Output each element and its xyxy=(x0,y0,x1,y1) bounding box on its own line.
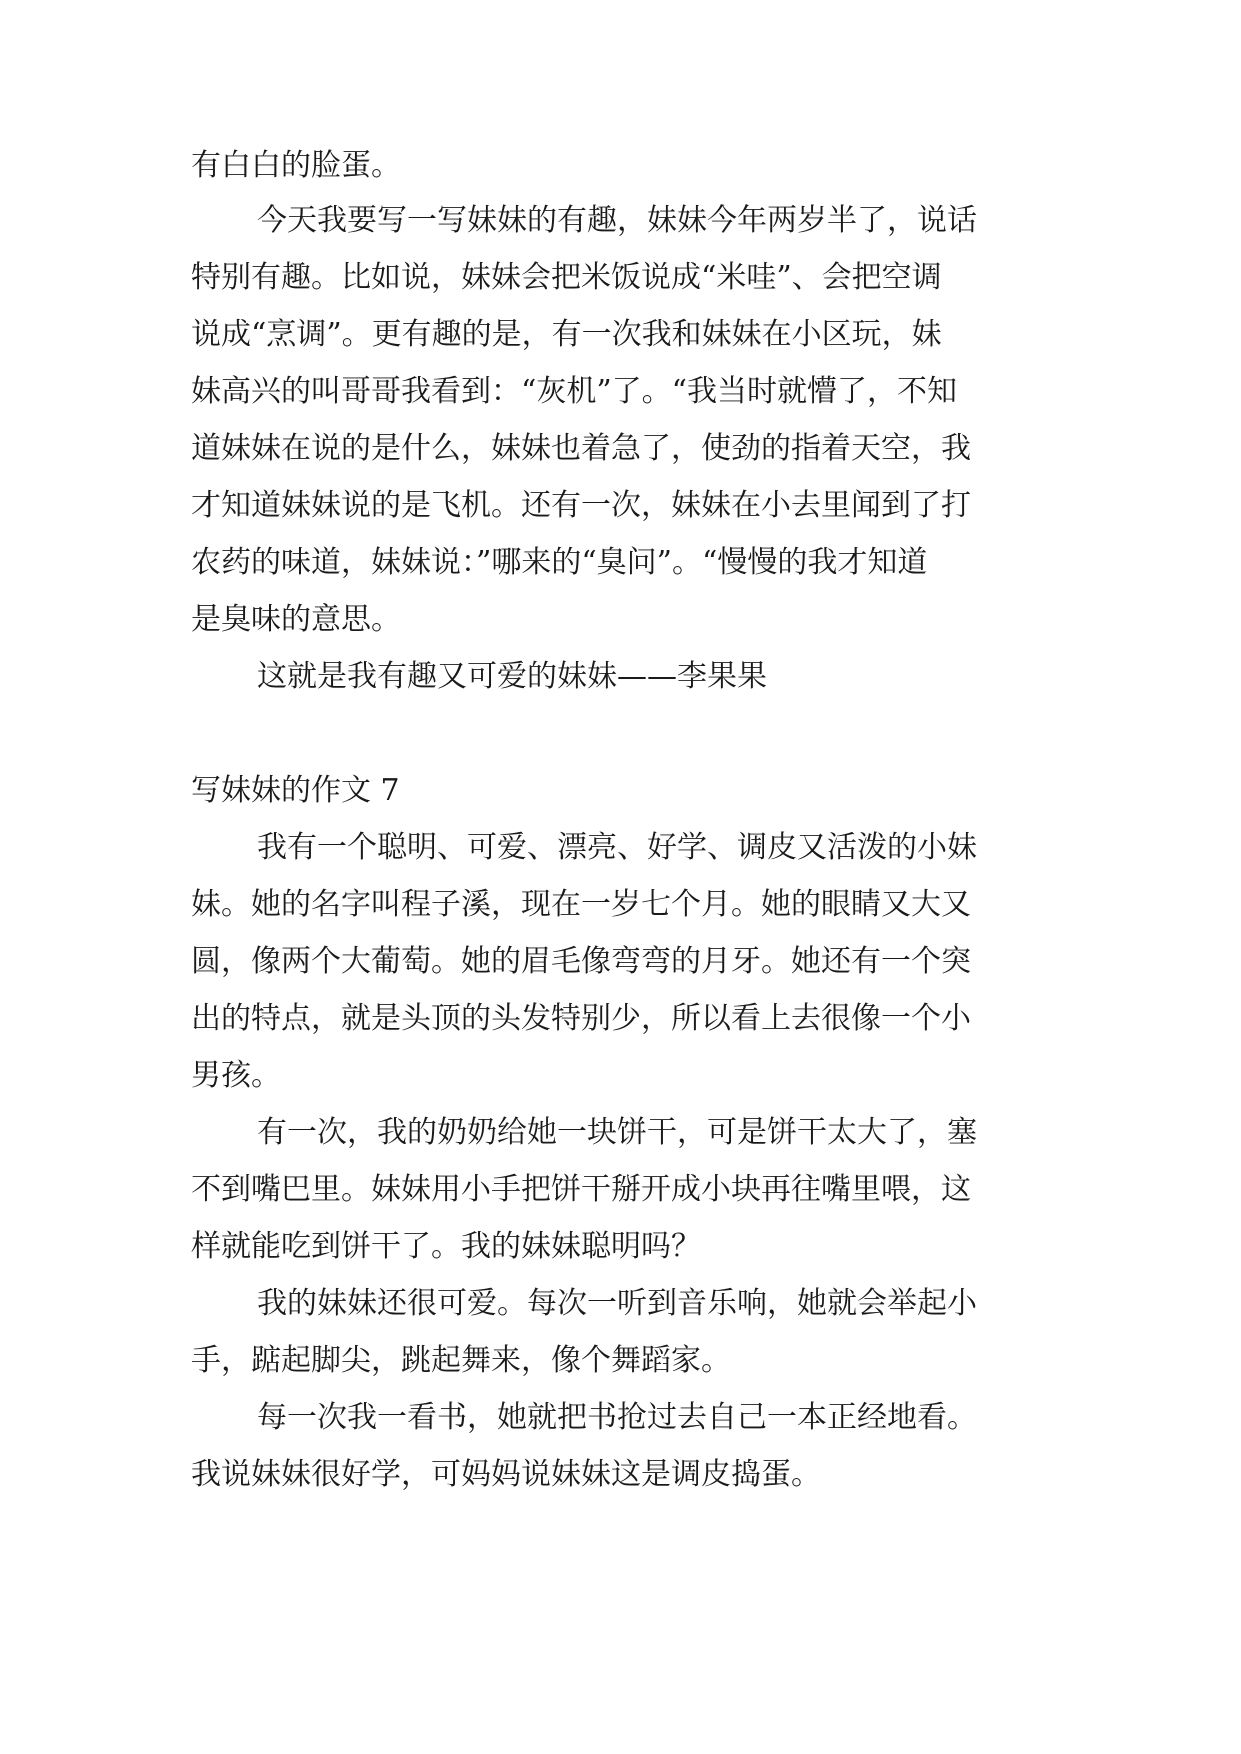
text-line: 我的妹妹还很可爱。每次一听到音乐响，她就会举起小 xyxy=(257,1286,977,1321)
text-line: 有白白的脸蛋。 xyxy=(191,148,401,183)
text-line: 样就能吃到饼干了。我的妹妹聪明吗？ xyxy=(191,1229,701,1264)
text-line: 不到嘴巴里。妹妹用小手把饼干掰开成小块再往嘴里喂，这 xyxy=(191,1172,971,1207)
text-line: 特别有趣。比如说，妹妹会把米饭说成“米哇”、会把空调 xyxy=(191,260,942,295)
text-line: 这就是我有趣又可爱的妹妹——李果果 xyxy=(257,659,767,694)
text-line: 妹高兴的叫哥哥我看到：“灰机”了。“我当时就懵了，不知 xyxy=(191,374,958,409)
text-line: 每一次我一看书，她就把书抢过去自己一本正经地看。 xyxy=(257,1400,977,1435)
text-line: 我说妹妹很好学，可妈妈说妹妹这是调皮捣蛋。 xyxy=(191,1457,821,1492)
text-line: 才知道妹妹说的是飞机。还有一次，妹妹在小去里闻到了打 xyxy=(191,488,971,523)
text-line: 说成“烹调”。更有趣的是，有一次我和妹妹在小区玩，妹 xyxy=(191,317,942,352)
text-line: 是臭味的意思。 xyxy=(191,602,401,637)
text-line: 圆，像两个大葡萄。她的眉毛像弯弯的月牙。她还有一个突 xyxy=(191,944,971,979)
text-line: 我有一个聪明、可爱、漂亮、好学、调皮又活泼的小妹 xyxy=(257,830,977,865)
text-line: 妹。她的名字叫程子溪，现在一岁七个月。她的眼睛又大又 xyxy=(191,887,971,922)
section-heading: 写妹妹的作文 7 xyxy=(191,773,400,808)
text-line: 今天我要写一写妹妹的有趣，妹妹今年两岁半了，说话 xyxy=(257,203,977,238)
text-line: 有一次，我的奶奶给她一块饼干，可是饼干太大了，塞 xyxy=(257,1115,977,1150)
text-line: 男孩。 xyxy=(191,1058,281,1093)
text-line: 道妹妹在说的是什么，妹妹也着急了，使劲的指着天空，我 xyxy=(191,431,971,466)
text-line: 农药的味道，妹妹说：”哪来的“臭问”。“慢慢的我才知道 xyxy=(191,545,928,580)
text-line: 手，踮起脚尖，跳起舞来，像个舞蹈家。 xyxy=(191,1343,731,1378)
text-line: 出的特点，就是头顶的头发特别少，所以看上去很像一个小 xyxy=(191,1001,971,1036)
